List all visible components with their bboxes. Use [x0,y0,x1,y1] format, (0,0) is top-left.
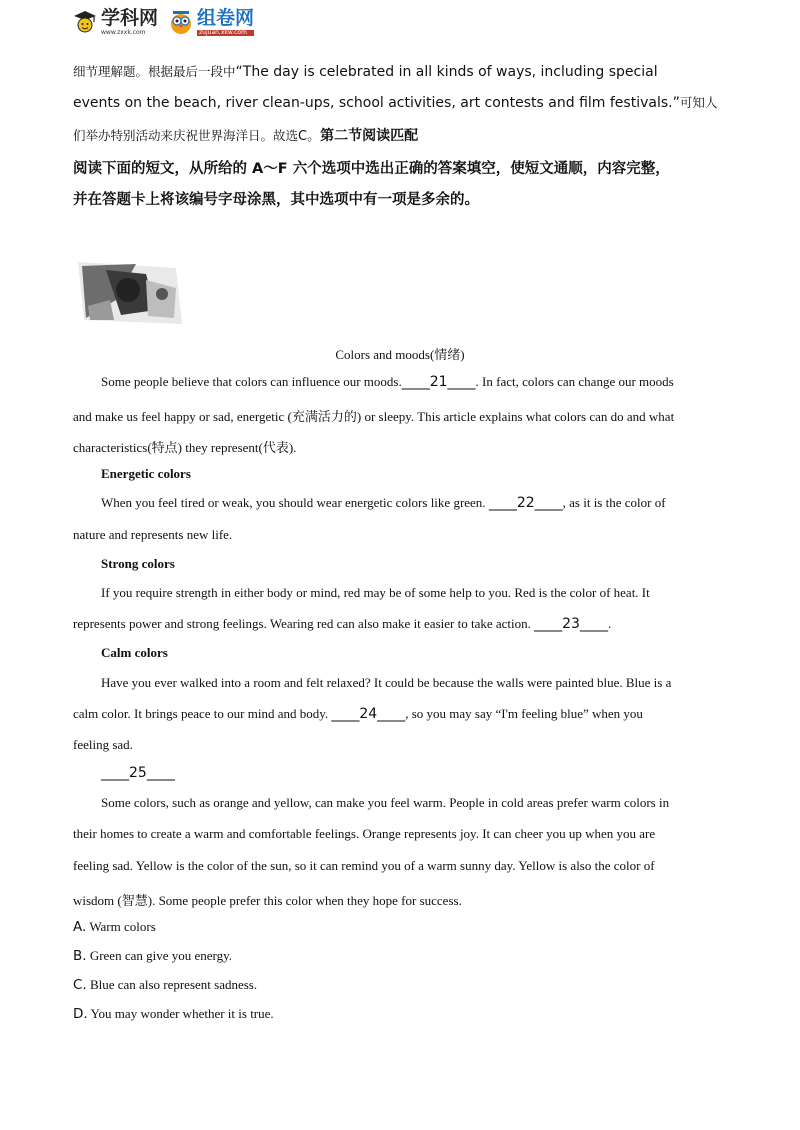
option-d[interactable] [73,1006,274,1022]
paragraph-3-line-2 [73,616,611,632]
option-text: Green can give you energy. [89,948,233,963]
blank-25[interactable]: ____25____ [101,765,175,781]
paragraph-4-line-2 [73,706,643,722]
paragraph-4-line-1: Have you ever walked into a room and felt relaxed? It could be because the walls were painted blue. Blue is a [101,675,672,690]
text: . In fact, colors can change our moods [475,374,674,389]
logo2-text: 组卷网 [197,6,255,29]
heading-energetic-colors: Energetic colors [101,466,191,481]
explanation-zh-3: 们举办特别活动来庆祝世界海洋日。故选 [73,128,299,143]
explanation-quote: “The day is celebrated in all kinds of ways, including special [235,64,658,80]
paragraph-1-line-1 [101,374,674,390]
option-letter: B. [73,948,87,964]
heading-calm-colors: Calm colors [101,645,168,660]
option-text: You may wonder whether it is true. [90,1006,274,1021]
explanation-line-3 [73,125,418,145]
paragraph-5-line-3: feeling sad. Yellow is the color of the sun, so it can remind you of a warm sunny day. Yellow is also the color of [73,858,655,873]
option-letter: D. [73,1006,88,1022]
blank-23[interactable]: ____23____ [534,616,608,632]
paragraph-1-line-3: characteristics(特点) they represent(代表). [73,440,297,455]
option-a[interactable] [73,919,156,935]
paragraph-5-line-2: their homes to create a warm and comfortable feelings. Orange represents joy. It can cheer you up when you are [73,826,656,841]
graduate-mascot-icon [72,8,98,36]
explanation-quote-cont: events on the beach, river clean-ups, school activities, art contests and film festivals.” [73,95,680,111]
explanation-zh-2: 可知人 [679,95,718,110]
explanation-zh: 细节理解题。根据最后一段中 [73,64,236,79]
blank-24[interactable]: ____24____ [331,706,406,722]
paragraph-2-line-2: nature and represents new life. [73,527,233,542]
heading-blank-25 [101,765,175,781]
option-letter: C. [73,977,87,993]
text: When you feel tired or weak, you should wear energetic colors like green. [101,495,486,510]
header-logos [72,8,254,48]
logo1-url: www.zxxk.com [101,28,146,36]
text: . [607,616,612,631]
explanation-line-1 [73,62,658,81]
paragraph-1-line-2: and make us feel happy or sad, energetic (充满活力的) or sleepy. This article explains what colors can do and what [73,409,675,424]
option-letter: A. [73,919,87,935]
explanation-line-2 [73,93,717,112]
instructions-line-2: 并在答题卡上将该编号字母涂黑，其中选项中有一项是多余的。 [73,192,479,208]
text: , so you may say “I'm feeling blue” when you [405,706,643,721]
text: , as it is the color of [562,495,666,510]
passage-title: Colors and moods(情绪) [335,347,465,362]
option-text: Warm colors [89,919,156,934]
owl-mascot-icon [168,8,194,36]
paragraph-5-line-4: wisdom (智慧). Some people prefer this color when they hope for success. [73,893,462,908]
xuekewang-logo[interactable] [72,8,158,36]
blank-22[interactable]: ____22____ [488,495,563,511]
logo1-text: 学科网 [101,6,159,29]
text: Some people believe that colors can influence our moods. [101,374,402,389]
zujuanwang-logo[interactable] [168,8,254,36]
text: represents power and strong feelings. Wearing red can also make it easier to take action. [73,616,531,631]
logo2-url: zujuan.xkw.com [197,30,254,36]
passage-photo [76,260,184,326]
instructions-line-1: 阅读下面的短文，从所给的 A～F 六个选项中选出正确的答案填空，使短文通顺，内容完整， [73,161,670,177]
option-c[interactable] [73,977,257,993]
option-text: Blue can also represent sadness. [89,977,258,992]
option-b[interactable] [73,948,232,964]
text: calm color. It brings peace to our mind and body. [73,706,329,721]
paragraph-2-line-1 [101,495,666,511]
paragraph-5-line-1: Some colors, such as orange and yellow, can make you feel warm. People in cold areas prefer warm colors in [101,795,670,810]
paragraph-4-line-3: feeling sad. [73,737,133,752]
answer-letter: C。 [298,129,321,144]
heading-strong-colors: Strong colors [101,556,175,571]
paragraph-3-line-1: If you require strength in either body or mind, red may be of some help to you. Red is the color of heat. It [101,585,650,600]
blank-21[interactable]: ____21____ [401,374,476,390]
section-heading: 第二节阅读匹配 [320,128,419,144]
